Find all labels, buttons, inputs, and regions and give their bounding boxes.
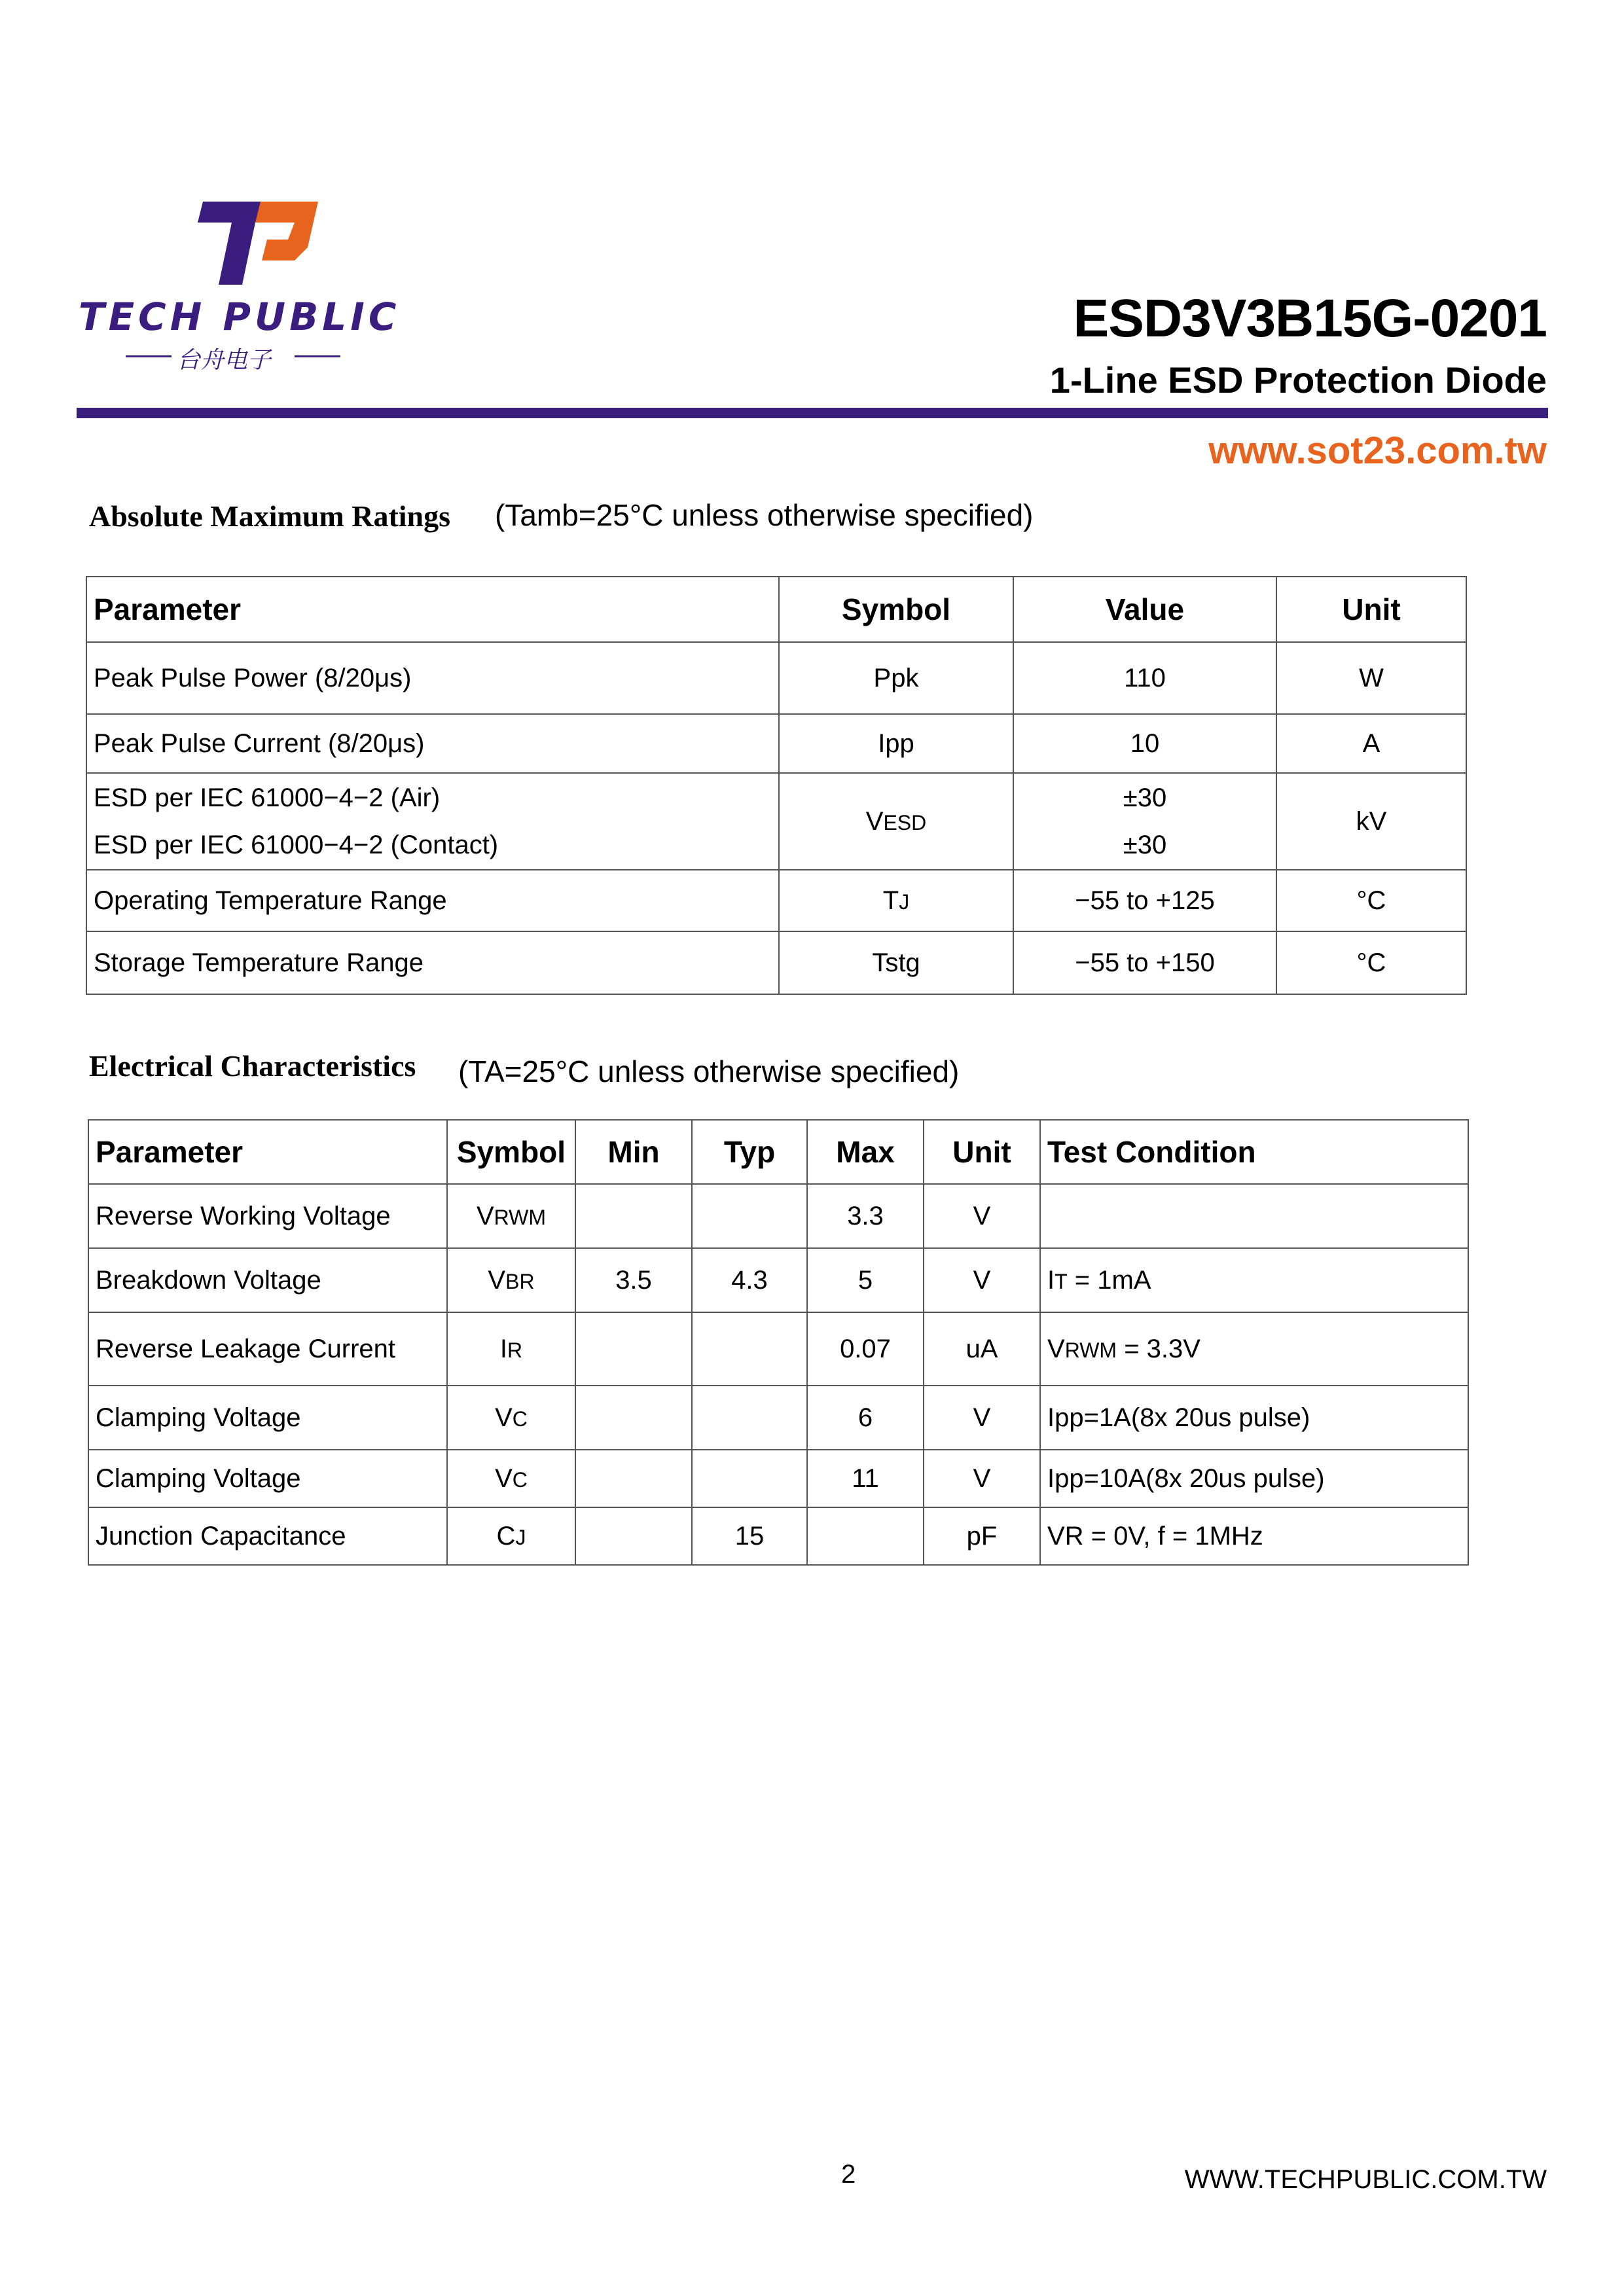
abs-max-note: (Tamb=25°C unless otherwise specified) (495, 498, 1034, 532)
min-cell (575, 1507, 692, 1565)
symbol-cell (447, 1184, 575, 1248)
logo-divider-right (295, 355, 340, 357)
header-unit: Unit (1276, 577, 1466, 642)
value-cell: −55 to +125 (1013, 870, 1276, 931)
condition-main: Ipp=10A(8x 20us pulse) (1047, 1463, 1325, 1493)
parameter-cell: Peak Pulse Current (8/20μs) (86, 714, 779, 773)
table-row (86, 870, 1466, 931)
typ-cell (692, 1450, 807, 1507)
symbol-subscript: R (507, 1338, 523, 1362)
unit-cell: V (924, 1248, 1040, 1312)
condition-subscript: T (1055, 1269, 1068, 1293)
parameter-cell: Junction Capacitance (88, 1507, 447, 1565)
symbol-main: V (488, 1265, 506, 1295)
header-test-condition: Test Condition (1040, 1120, 1468, 1184)
header-typ: Typ (692, 1120, 807, 1184)
unit-cell: V (924, 1184, 1040, 1248)
symbol-main: T (882, 886, 899, 915)
parameter-cell: Clamping Voltage (88, 1450, 447, 1507)
symbol-cell (779, 773, 1013, 870)
condition-cell (1040, 1248, 1468, 1312)
header-min: Min (575, 1120, 692, 1184)
condition-rest: = 3.3V (1117, 1334, 1200, 1363)
max-cell: 11 (807, 1450, 924, 1507)
unit-cell: °C (1276, 931, 1466, 994)
company-logo (79, 196, 401, 380)
symbol-main: C (496, 1521, 516, 1551)
typ-cell (692, 1386, 807, 1450)
unit-cell: A (1276, 714, 1466, 773)
value-cell: 10 (1013, 714, 1276, 773)
symbol-cell: Ipp (779, 714, 1013, 773)
website-link[interactable]: www.sot23.com.tw (1208, 429, 1547, 472)
max-cell: 0.07 (807, 1312, 924, 1386)
tp-logo-icon (190, 196, 321, 288)
value-cell: −55 to +150 (1013, 931, 1276, 994)
table-row (88, 1450, 1468, 1507)
parameter-cell: Breakdown Voltage (88, 1248, 447, 1312)
logo-subtext: 台舟电子 (177, 347, 272, 374)
typ-cell: 4.3 (692, 1248, 807, 1312)
condition-cell (1040, 1450, 1468, 1507)
symbol-cell: Tstg (779, 931, 1013, 994)
table-row (86, 773, 1466, 870)
elec-title: Electrical Characteristics (89, 1049, 416, 1083)
condition-cell (1040, 1184, 1468, 1248)
min-cell (575, 1386, 692, 1450)
unit-cell: uA (924, 1312, 1040, 1386)
symbol-main: V (495, 1463, 513, 1493)
condition-main: VR = 0V, f = 1MHz (1047, 1521, 1263, 1551)
value-cell: 110 (1013, 642, 1276, 714)
symbol-subscript: J (899, 889, 910, 914)
symbol-subscript: C (512, 1467, 528, 1492)
parameter-contact: ESD per IEC 61000−4−2 (Contact) (94, 831, 499, 859)
parameter-air: ESD per IEC 61000−4−2 (Air) (94, 783, 441, 812)
condition-cell (1040, 1386, 1468, 1450)
parameter-cell: Peak Pulse Power (8/20μs) (86, 642, 779, 714)
logo-divider-left (126, 355, 171, 357)
max-cell: 3.3 (807, 1184, 924, 1248)
table-header-row (88, 1120, 1468, 1184)
header-parameter: Parameter (86, 577, 779, 642)
min-cell (575, 1184, 692, 1248)
min-cell (575, 1450, 692, 1507)
max-cell: 6 (807, 1386, 924, 1450)
table-row (86, 642, 1466, 714)
symbol-cell (447, 1507, 575, 1565)
symbol-cell (447, 1312, 575, 1386)
unit-cell: V (924, 1386, 1040, 1450)
unit-cell: V (924, 1450, 1040, 1507)
table-row (86, 931, 1466, 994)
value-air: ±30 (1123, 783, 1167, 812)
parameter-cell: Operating Temperature Range (86, 870, 779, 931)
condition-subscript: RWM (1064, 1338, 1117, 1362)
header-symbol: Symbol (447, 1120, 575, 1184)
value-contact: ±30 (1123, 831, 1167, 859)
parameter-cell (86, 773, 779, 870)
typ-cell: 15 (692, 1507, 807, 1565)
symbol-subscript: ESD (883, 810, 927, 834)
typ-cell (692, 1312, 807, 1386)
min-cell (575, 1312, 692, 1386)
typ-cell (692, 1184, 807, 1248)
condition-main: Ipp=1A(8x 20us pulse) (1047, 1403, 1310, 1432)
footer-website-link[interactable]: WWW.TECHPUBLIC.COM.TW (1184, 2165, 1547, 2194)
page-number: 2 (841, 2160, 856, 2189)
header-unit: Unit (924, 1120, 1040, 1184)
symbol-main: V (865, 806, 884, 836)
elec-note: (TA=25°C unless otherwise specified) (458, 1054, 960, 1088)
parameter-cell: Reverse Working Voltage (88, 1184, 447, 1248)
table-row (88, 1386, 1468, 1450)
unit-cell: °C (1276, 870, 1466, 931)
symbol-cell (779, 870, 1013, 931)
abs-max-title: Absolute Maximum Ratings (89, 499, 451, 533)
elec-table (88, 1119, 1469, 1566)
table-row (88, 1184, 1468, 1248)
abs-max-table (86, 576, 1467, 995)
table-row (88, 1248, 1468, 1312)
min-cell: 3.5 (575, 1248, 692, 1312)
unit-cell: kV (1276, 773, 1466, 870)
condition-cell (1040, 1312, 1468, 1386)
symbol-cell: Ppk (779, 642, 1013, 714)
condition-rest: = 1mA (1067, 1265, 1151, 1295)
symbol-main: V (476, 1201, 494, 1230)
symbol-cell (447, 1248, 575, 1312)
symbol-cell (447, 1386, 575, 1450)
part-number: ESD3V3B15G-0201 (1073, 289, 1547, 348)
symbol-subscript: J (515, 1525, 526, 1549)
symbol-subscript: RWM (494, 1205, 547, 1229)
table-row (88, 1312, 1468, 1386)
symbol-subscript: BR (505, 1269, 535, 1293)
max-cell (807, 1507, 924, 1565)
table-row (88, 1507, 1468, 1565)
value-cell (1013, 773, 1276, 870)
parameter-cell: Reverse Leakage Current (88, 1312, 447, 1386)
symbol-subscript: C (512, 1407, 528, 1431)
header-value: Value (1013, 577, 1276, 642)
max-cell: 5 (807, 1248, 924, 1312)
unit-cell: pF (924, 1507, 1040, 1565)
symbol-cell (447, 1450, 575, 1507)
header-rule (77, 408, 1548, 418)
header-max: Max (807, 1120, 924, 1184)
header-parameter: Parameter (88, 1120, 447, 1184)
unit-cell: W (1276, 642, 1466, 714)
symbol-main: V (495, 1403, 513, 1432)
logo-text: TECH PUBLIC (79, 295, 401, 339)
parameter-cell: Clamping Voltage (88, 1386, 447, 1450)
condition-main: V (1047, 1334, 1065, 1363)
table-header-row (86, 577, 1466, 642)
product-subtitle: 1-Line ESD Protection Diode (1049, 359, 1547, 401)
table-row (86, 714, 1466, 773)
header-symbol: Symbol (779, 577, 1013, 642)
parameter-cell: Storage Temperature Range (86, 931, 779, 994)
condition-main: I (1047, 1265, 1055, 1295)
symbol-main: I (499, 1334, 507, 1363)
condition-cell (1040, 1507, 1468, 1565)
